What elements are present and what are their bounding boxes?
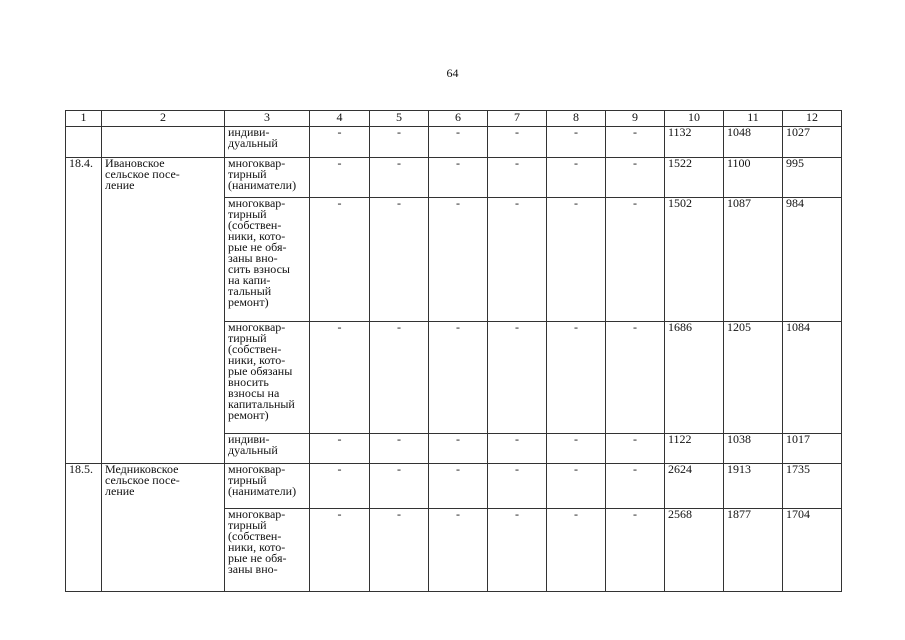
empty-value-cell: -	[429, 509, 488, 592]
row-number-cell: 18.4.	[66, 158, 102, 464]
empty-value-cell: -	[310, 509, 370, 592]
table-row	[66, 127, 842, 158]
header-cell: 11	[724, 111, 783, 127]
empty-value-cell: -	[310, 127, 370, 158]
empty-value-cell: -	[488, 158, 547, 198]
empty-value-cell: -	[606, 198, 665, 322]
value-cell-col11: 1048	[724, 127, 783, 158]
value-cell-col11: 1038	[724, 434, 783, 464]
empty-value-cell: -	[370, 127, 429, 158]
empty-value-cell: -	[488, 127, 547, 158]
empty-value-cell: -	[606, 464, 665, 509]
empty-value-cell: -	[370, 198, 429, 322]
value-cell-col11: 1877	[724, 509, 783, 592]
table-row	[66, 464, 842, 509]
value-cell-col10: 1122	[665, 434, 724, 464]
value-cell-col12: 1017	[783, 434, 842, 464]
empty-value-cell: -	[606, 434, 665, 464]
empty-value-cell: -	[429, 434, 488, 464]
housing-type-cell: многоквар- тирный (собствен- ники, кото- рые не обя- заны вно- сить взносы на капи- тальный ремонт)	[225, 198, 310, 322]
tariff-table	[65, 110, 842, 592]
value-cell-col10: 1522	[665, 158, 724, 198]
value-cell-col12: 984	[783, 198, 842, 322]
empty-value-cell: -	[547, 322, 606, 434]
housing-type-cell: многоквар- тирный (наниматели)	[225, 158, 310, 198]
header-cell: 5	[370, 111, 429, 127]
empty-value-cell: -	[606, 158, 665, 198]
settlement-name-cell: Медниковское сельское посе- ление	[102, 464, 225, 592]
empty-value-cell: -	[606, 509, 665, 592]
empty-value-cell: -	[488, 464, 547, 509]
row-number-cell: 18.5.	[66, 464, 102, 592]
header-row	[66, 111, 842, 127]
page-number: 64	[446, 66, 459, 80]
empty-value-cell: -	[488, 509, 547, 592]
empty-value-cell: -	[547, 509, 606, 592]
header-cell: 9	[606, 111, 665, 127]
empty-value-cell: -	[429, 127, 488, 158]
housing-type-cell: индиви- дуальный	[225, 434, 310, 464]
empty-value-cell: -	[547, 198, 606, 322]
housing-type-cell: индиви- дуальный	[225, 127, 310, 158]
empty-value-cell: -	[370, 158, 429, 198]
empty-value-cell: -	[370, 434, 429, 464]
empty-value-cell: -	[547, 434, 606, 464]
empty-value-cell: -	[310, 158, 370, 198]
empty-value-cell: -	[606, 127, 665, 158]
header-cell: 10	[665, 111, 724, 127]
value-cell-col12: 1027	[783, 127, 842, 158]
header-cell: 2	[102, 111, 225, 127]
housing-type-cell: многоквар- тирный (собствен- ники, кото- рые обязаны вносить взносы на капитальный ремонт)	[225, 322, 310, 434]
empty-value-cell: -	[310, 464, 370, 509]
empty-value-cell: -	[310, 198, 370, 322]
value-cell-col11: 1913	[724, 464, 783, 509]
value-cell-col11: 1205	[724, 322, 783, 434]
header-cell: 1	[66, 111, 102, 127]
empty-value-cell: -	[547, 464, 606, 509]
value-cell-col10: 2624	[665, 464, 724, 509]
empty-value-cell: -	[606, 322, 665, 434]
header-cell: 12	[783, 111, 842, 127]
empty-value-cell: -	[488, 322, 547, 434]
value-cell-col10: 2568	[665, 509, 724, 592]
value-cell-col12: 1735	[783, 464, 842, 509]
empty-value-cell: -	[488, 434, 547, 464]
value-cell-col12: 1704	[783, 509, 842, 592]
row-number-cell	[66, 127, 102, 158]
value-cell-col12: 995	[783, 158, 842, 198]
value-cell-col11: 1087	[724, 198, 783, 322]
settlement-name-cell	[102, 127, 225, 158]
value-cell-col11: 1100	[724, 158, 783, 198]
empty-value-cell: -	[370, 509, 429, 592]
value-cell-col10: 1502	[665, 198, 724, 322]
empty-value-cell: -	[429, 322, 488, 434]
value-cell-col12: 1084	[783, 322, 842, 434]
header-cell: 7	[488, 111, 547, 127]
empty-value-cell: -	[429, 198, 488, 322]
empty-value-cell: -	[370, 464, 429, 509]
header-cell: 6	[429, 111, 488, 127]
housing-type-cell: многоквар- тирный (собствен- ники, кото- рые не обя- заны вно-	[225, 509, 310, 592]
housing-type-cell: многоквар- тирный (наниматели)	[225, 464, 310, 509]
table-row	[66, 158, 842, 198]
empty-value-cell: -	[310, 322, 370, 434]
value-cell-col10: 1686	[665, 322, 724, 434]
empty-value-cell: -	[429, 464, 488, 509]
value-cell-col10: 1132	[665, 127, 724, 158]
header-cell: 4	[310, 111, 370, 127]
empty-value-cell: -	[488, 198, 547, 322]
empty-value-cell: -	[310, 434, 370, 464]
empty-value-cell: -	[547, 127, 606, 158]
settlement-name-cell: Ивановское сельское посе- ление	[102, 158, 225, 464]
header-cell: 3	[225, 111, 310, 127]
empty-value-cell: -	[370, 322, 429, 434]
empty-value-cell: -	[547, 158, 606, 198]
empty-value-cell: -	[429, 158, 488, 198]
header-cell: 8	[547, 111, 606, 127]
